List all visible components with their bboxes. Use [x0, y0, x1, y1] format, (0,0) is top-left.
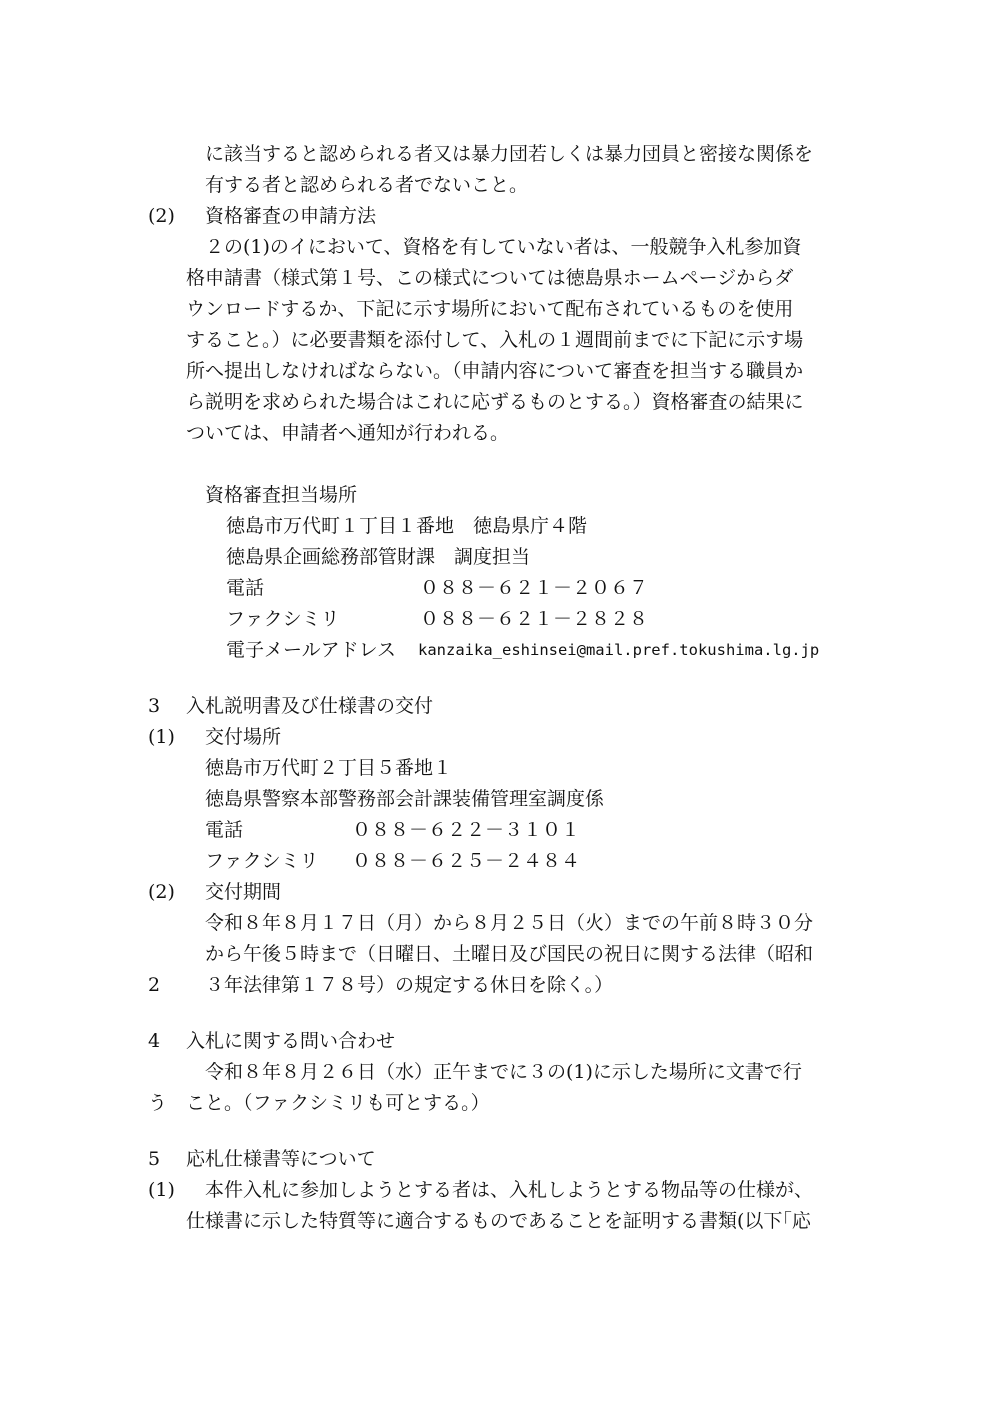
- section-heading: 入札に関する問い合わせ: [186, 1030, 396, 1052]
- section-heading: 応札仕様書等について: [186, 1148, 376, 1170]
- paragraph-line: 格申請書（様式第１号、この様式については徳島県ホームページからダ: [186, 267, 794, 289]
- issue-address: 徳島市万代町２丁目５番地１: [205, 757, 453, 779]
- paragraph-line: ついては、申請者へ通知が行われる。: [186, 422, 510, 444]
- paragraph-line: ２の(1)のイにおいて、資格を有していない者は、一般競争入札参加資: [205, 236, 802, 258]
- office-dept: 徳島県企画総務部管財課 調度担当: [226, 546, 531, 568]
- office-email-label: 電子メールアドレス: [226, 639, 397, 661]
- paragraph-line: から午後５時まで（日曜日、土曜日及び国民の祝日に関する法律（昭和: [205, 943, 814, 965]
- subsection-heading: 交付場所: [205, 726, 282, 748]
- paragraph-line: 令和８年８月２６日（水）正午までに３の(1)に示した場所に文書で行: [205, 1061, 802, 1083]
- subsection-number: (1): [148, 1179, 175, 1201]
- section-number: 3: [148, 695, 161, 717]
- paragraph-line: 所へ提出しなければならない。（申請内容について審査を担当する職員か: [186, 360, 804, 382]
- paragraph-line: 本件入札に参加しようとする者は、入札しようとする物品等の仕様が、: [205, 1179, 814, 1201]
- office-fax: ０８８－６２１－２８２８: [420, 608, 649, 630]
- paragraph-line: 令和８年８月１７日（月）から８月２５日（火）までの午前８時３０分: [205, 912, 814, 934]
- section-number: 5: [148, 1148, 161, 1170]
- subsection-number: (1): [148, 726, 175, 748]
- paragraph-line-prefix: 2: [148, 974, 161, 996]
- subsection-heading: 交付期間: [205, 881, 282, 903]
- office-tel: ０８８－６２１－２０６７: [420, 577, 649, 599]
- office-address: 徳島市万代町１丁目１番地 徳島県庁４階: [226, 515, 588, 537]
- issue-tel-label: 電話: [205, 819, 244, 841]
- paragraph-line-prefix: う: [148, 1092, 168, 1114]
- paragraph-line: ら説明を求められた場合はこれに応ずるものとする。）資格審査の結果に: [186, 391, 804, 413]
- issue-fax-label: ファクシミリ: [205, 850, 319, 872]
- subsection-number: (2): [148, 881, 175, 903]
- issue-tel: ０８８－６２２－３１０１: [352, 819, 581, 841]
- office-fax-label: ファクシミリ: [226, 608, 340, 630]
- paragraph-line: ３年法律第１７８号）の規定する休日を除く。）: [205, 974, 614, 996]
- paragraph-line: すること。）に必要書類を添付して、入札の１週間前までに下記に示す場: [186, 329, 804, 351]
- paragraph-line: こと。（ファクシミリも可とする。）: [186, 1092, 490, 1114]
- subsection-heading: 資格審査の申請方法: [205, 205, 377, 227]
- section-number: 4: [148, 1030, 161, 1052]
- issue-dept: 徳島県警察本部警務部会計課装備管理室調度係: [205, 788, 605, 810]
- paragraph-line: ウンロードするか、下記に示す場所において配布されているものを使用: [186, 298, 794, 320]
- paragraph-line: に該当すると認められる者又は暴力団若しくは暴力団員と密接な関係を: [205, 143, 814, 165]
- paragraph-line: 仕様書に示した特質等に適合するものであることを証明する書類(以下｢応: [186, 1210, 811, 1232]
- issue-fax: ０８８－６２５－２４８４: [352, 850, 581, 872]
- section-heading: 入札説明書及び仕様書の交付: [186, 695, 434, 717]
- office-title: 資格審査担当場所: [205, 484, 358, 506]
- subsection-number: (2): [148, 205, 175, 227]
- office-email: kanzaika_eshinsei@mail.pref.tokushima.lg.jp: [418, 641, 820, 659]
- paragraph-line: 有する者と認められる者でないこと。: [205, 174, 529, 196]
- office-tel-label: 電話: [226, 577, 265, 599]
